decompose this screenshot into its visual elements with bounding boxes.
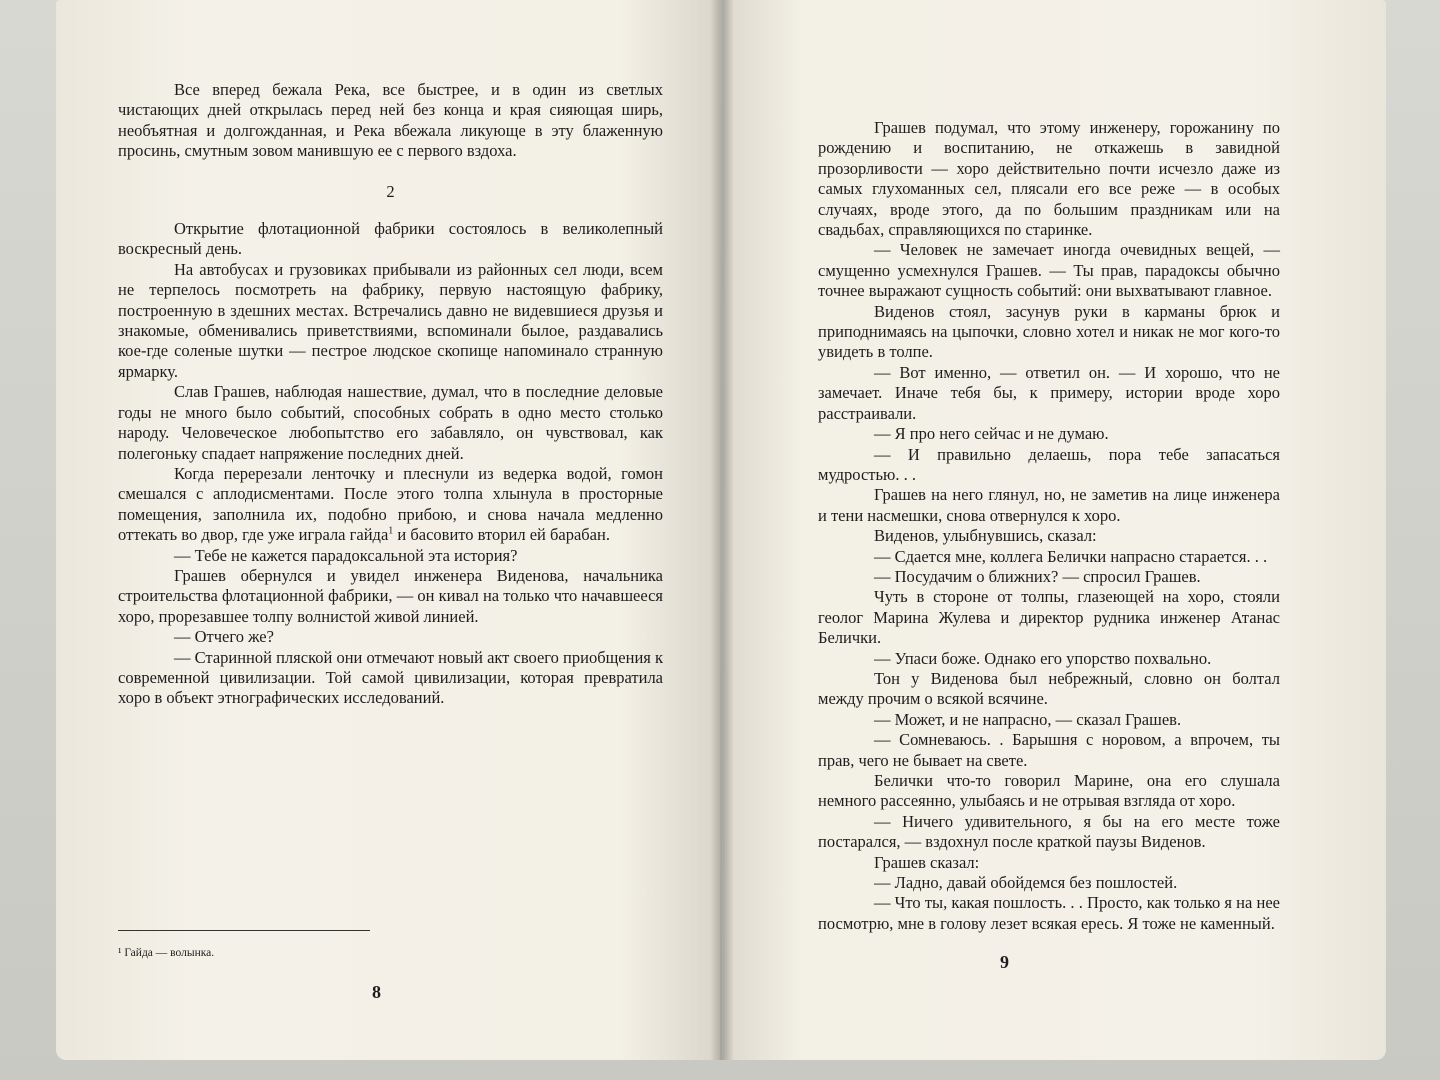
section-number: 2 [386, 181, 395, 201]
paragraph: — Тебе не кажется парадоксальной эта история? [174, 545, 518, 565]
paragraph: — Вот именно, — ответил он. — И хорошо, что не замечает. Иначе тебя бы, к примеру, истории вроде хоро расстраивали. [818, 362, 1280, 423]
left-page-text [118, 80, 663, 709]
paragraph: Грашев подумал, что этому инженеру, горожанину по рождению и воспитанию, не откажешь в завидной прозорливости — хоро действительно почти исчезло даже из самых глухоманных сел, плясали его все реже — в особых случаях, вроде этого, да по большим праздникам или на свадьбах, справляющихся по старинке. [818, 118, 1280, 240]
paragraph: Виденов, улыбнувшись, сказал: [874, 526, 1097, 546]
paragraph-text-cont: и басовито вторил ей барабан. [397, 525, 610, 545]
paragraph: — Ничего удивительного, я бы на его месте тоже постарался, — вздохнул после краткой паузы Виденов. [818, 811, 1280, 852]
paragraph: На автобусах и грузовиках прибывали из районных сел люди, всем не терпелось посмотреть на фабрику, первую настоящую фабрику, построенную в здешних местах. Встречались давно не видевшиеся друзья и знакомые, обменивались приветствиями, вспоминали былое, раздавались кое-где соленые шутки — пестрое людское скопище напоминало странную ярмарку. [118, 259, 663, 381]
book-spine-shadow [710, 0, 734, 1060]
footnote: ¹ Гайда — волынка. [118, 947, 215, 959]
paragraph: — Посудачим о ближних? — спросил Грашев. [874, 566, 1201, 586]
paragraph: Чуть в стороне от толпы, глазеющей на хоро, стояли геолог Марина Жулева и директор рудника инженер Атанас Белички. [818, 587, 1280, 648]
paragraph: — Может, и не напрасно, — сказал Грашев. [874, 709, 1182, 729]
footnote-mark: 1 [388, 525, 394, 537]
paragraph: — Сдается мне, коллега Белички напрасно старается. . . [874, 546, 1268, 566]
paragraph: Слав Грашев, наблюдая нашествие, думал, что в последние деловые годы не много было событий, способных собрать в одно место столько народу. Человеческое любопытство его забавляло, он чувствовал, как полегоньку спадает напряжение последних дней. [118, 382, 663, 463]
paragraph: Белички что-то говорил Марине, она его слушала немного рассеянно, улыбаясь и не отрывая взгляда от хоро. [818, 771, 1280, 811]
paragraph: — Что ты, какая пошлость. . . Просто, как только я на нее посмотрю, мне в голову лезет всякая ересь. Я тоже не каменный. [818, 893, 1280, 933]
paragraph: — Старинной пляской они отмечают новый акт своего приобщения к современной цивилизации. Той самой цивилизации, которая превратила хоро в объект этнографических исследований. [118, 647, 664, 708]
page-number-right: 9 [1000, 952, 1009, 972]
paragraph: Все вперед бежала Река, все быстрее, и в один из светлых чистающих дней открылась перед ней без конца и края сияющая ширь, необъятная и долгожданная, и Река вбежала ликующе в эту блаженную просинь, смутным зовом манившую ее с первого вздоха. [118, 80, 663, 161]
paragraph: — Человек не замечает иногда очевидных вещей, — смущенно усмехнулся Грашев. — Ты прав, парадоксы обычно точнее выражают сущность событий: они выхватывают главное. [818, 240, 1280, 301]
paragraph: — Я про него сейчас и не думаю. [874, 424, 1109, 444]
paragraph: — Отчего же? [174, 627, 274, 647]
right-page-text [818, 118, 1280, 934]
paragraph: Тон у Виденова был небрежный, словно он болтал между прочим о всякой всячине. [818, 668, 1280, 709]
paragraph: Грашев обернулся и увидел инженера Виденова, начальника строительства флотационной фабрики, — он кивал на только что начавшееся хоро, прорезавшее толпу волнистой живой линией. [118, 565, 663, 626]
open-book [56, 0, 1386, 1080]
page-number-left: 8 [372, 982, 381, 1002]
paragraph: Грашев сказал: [874, 852, 980, 872]
paragraph: Открытие флотационной фабрики состоялось в великолепный воскресный день. [118, 219, 663, 259]
paragraph: — Упаси боже. Однако его упорство похвально. [874, 648, 1212, 668]
paragraph-text: Когда перерезали ленточку и плеснули из ведерка водой, гомон смешался с аплодисментами. После этого толпа хлынула в просторные помещения, заполнила их, подобно прибою, и снова начала медленно оттекать во двор, где уже играла гайда [118, 463, 663, 545]
paragraph: — И правильно делаешь, пора тебе запасаться мудростью. . . [818, 444, 1280, 484]
paragraph: — Сомневаюсь. . Барышня с норовом, а впрочем, ты прав, чего не бывает на свете. [818, 730, 1280, 770]
right-page [722, 0, 1386, 1060]
paragraph: Грашев на него глянул, но, не заметив на лице инженера и тени насмешки, снова отвернулся к хоро. [818, 485, 1280, 525]
footnote-divider [118, 930, 370, 931]
paragraph [118, 464, 663, 546]
left-page [56, 0, 720, 1060]
paragraph: — Ладно, давай обойдемся без пошлостей. [874, 873, 1178, 893]
paragraph: Виденов стоял, засунув руки в карманы брюк и приподнимаясь на цыпочки, словно хотел и никак не мог кого-то увидеть в толпе. [818, 301, 1280, 362]
